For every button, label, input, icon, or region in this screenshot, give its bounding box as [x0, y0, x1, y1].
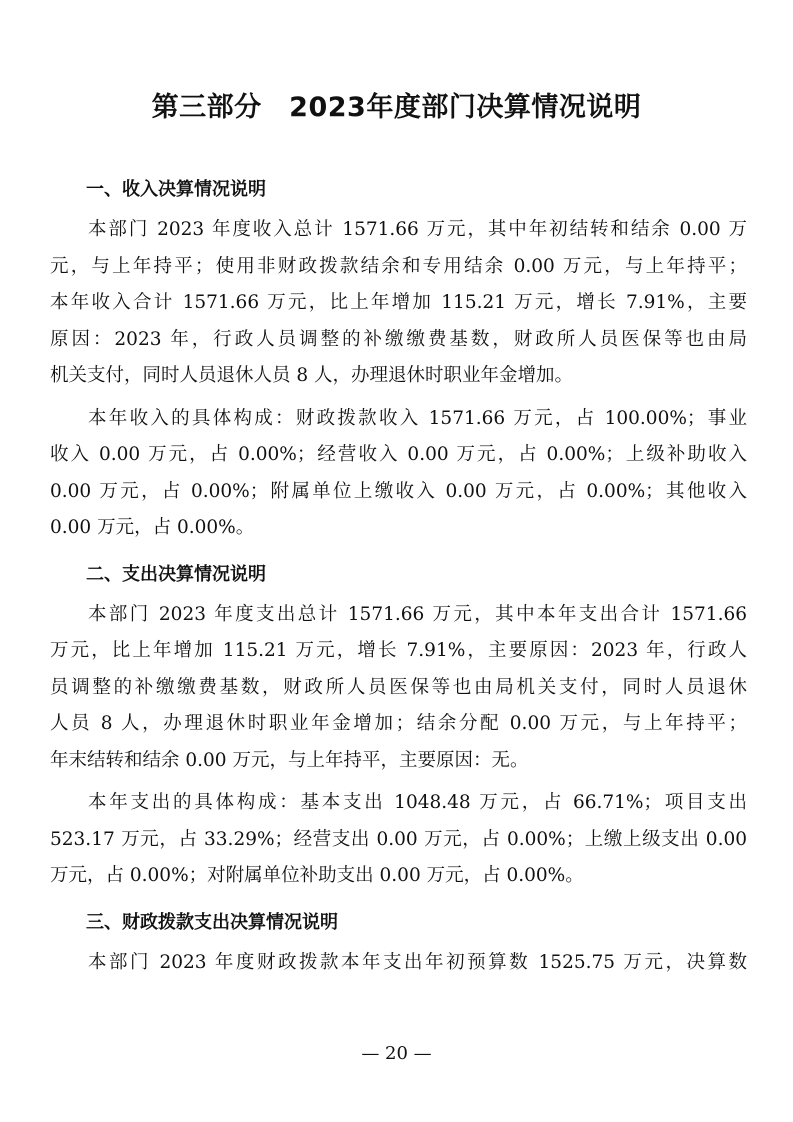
text-line: 本年收入的具体构成：财政拨款收入 1571.66 万元，占 100.00%；事业 [88, 407, 747, 429]
text-line: 本部门 2023 年度财政拨款本年支出年初预算数 1525.75 万元，决算数 [88, 951, 747, 973]
paragraph-expenditure-summary [50, 597, 747, 780]
text-line: 本部门 2023 年度收入总计 1571.66 万元，其中年初结转和结余 0.00 万 [88, 219, 747, 240]
page-number: — 20 — [361, 1043, 432, 1064]
paragraph-fiscal-appropriation [50, 945, 747, 982]
document-body [50, 168, 747, 987]
text-line: 机关支付，同时人员退休人员 8 人，办理退休时职业年金增加。 [50, 365, 574, 386]
text-line: 本年支出的具体构成：基本支出 1048.48 万元，占 66.71%；项目支出 [88, 792, 747, 813]
text-line: 人员 8 人，办理退休时职业年金增加；结余分配 0.00 万元，与上年持平； [50, 713, 747, 734]
text-line: 原因：2023 年，行政人员调整的补缴缴费基数，财政所人员医保等也由局 [50, 328, 747, 350]
text-line: 万元，比上年增加 115.21 万元，增长 7.91%，主要原因：2023 年，行政人 [50, 640, 747, 661]
text-line: 本年收入合计 1571.66 万元，比上年增加 115.21 万元，增长 7.91%，主要 [50, 292, 747, 313]
paragraph-expenditure-composition [50, 785, 747, 895]
section-heading-expenditure: 二、支出决算情况说明 [86, 563, 266, 585]
text-line: 收入 0.00 万元，占 0.00%；经营收入 0.00 万元，占 0.00%；上级补助收入 [50, 444, 747, 465]
text-line: 523.17 万元，占 33.29%；经营支出 0.00 万元，占 0.00%；上缴上级支出 0.00 [50, 828, 747, 850]
section-heading-fiscal-appropriation: 三、财政拨款支出决算情况说明 [86, 911, 338, 933]
text-line: 元，与上年持平；使用非财政拨款结余和专用结余 0.00 万元，与上年持平； [50, 255, 747, 277]
text-line: 本部门 2023 年度支出总计 1571.66 万元，其中本年支出合计 1571.66 [88, 603, 747, 625]
paragraph-income-summary [50, 212, 747, 395]
text-line: 万元，占 0.00%；对附属单位补助支出 0.00 万元，占 0.00%。 [50, 865, 584, 886]
text-line: 0.00 万元，占 0.00%；附属单位上缴收入 0.00 万元，占 0.00%；其他收入 [50, 480, 747, 502]
paragraph-income-composition [50, 401, 747, 547]
page-title: 第三部分 2023年度部门决算情况说明 [151, 92, 642, 123]
section-heading-income: 一、收入决算情况说明 [86, 179, 266, 200]
text-line: 员调整的补缴缴费基数，财政所人员医保等也由局机关支付，同时人员退休 [50, 676, 747, 698]
text-line: 年末结转和结余 0.00 万元，与上年持平，主要原因：无。 [50, 749, 529, 771]
text-line: 0.00 万元，占 0.00%。 [50, 517, 255, 538]
